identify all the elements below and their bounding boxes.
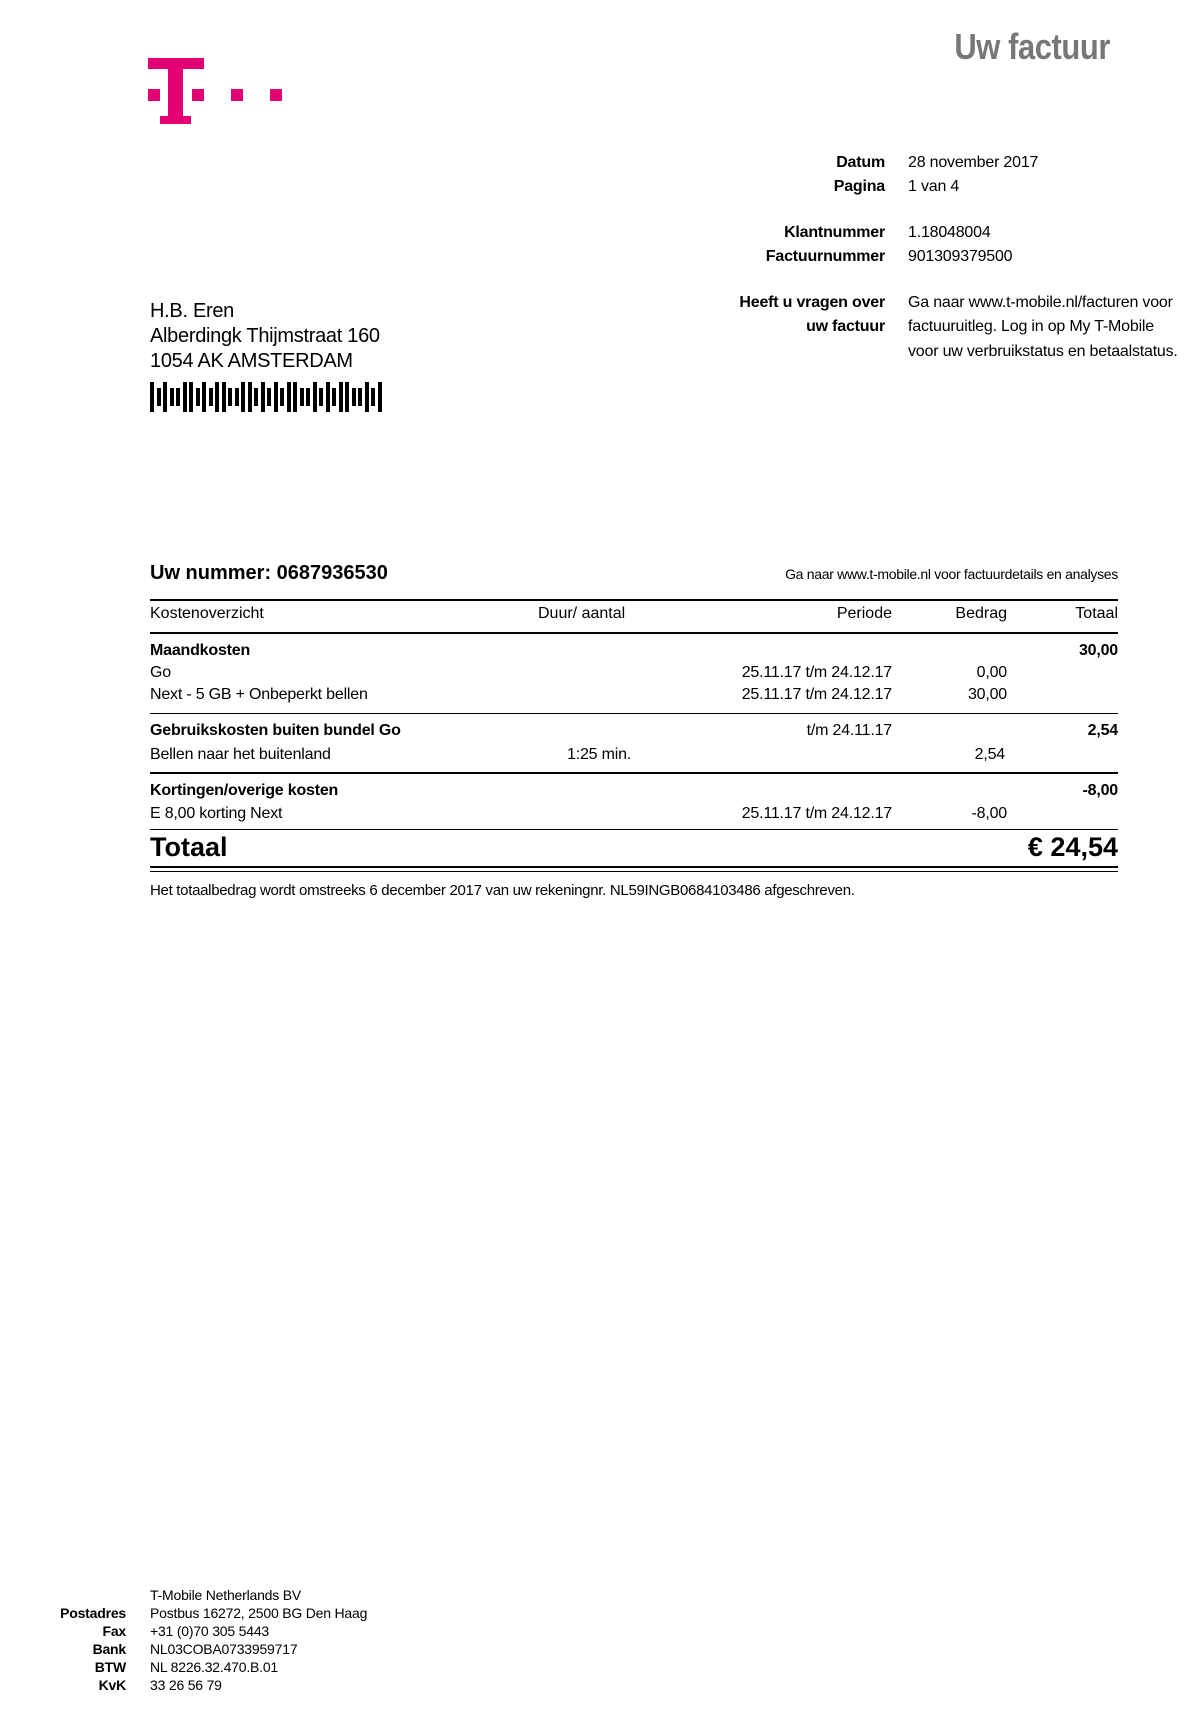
line-item-periode: 25.11.17 t/m 24.12.17	[741, 686, 892, 703]
footer-btw-label: BTW	[94, 1659, 126, 1675]
recipient-city: 1054 AK AMSTERDAM	[150, 350, 353, 372]
col-header-periode: Periode	[836, 605, 892, 622]
group-total-maandkosten: 30,00	[1078, 642, 1118, 659]
klantnummer-value: 1.18048004	[908, 224, 991, 241]
group-title-gebruikskosten: Gebruikskosten buiten bundel Go	[150, 722, 401, 739]
group-title-kortingen: Kortingen/overige kosten	[150, 782, 339, 799]
vragen-label-line2: uw factuur	[806, 318, 885, 335]
footer-fax-value: +31 (0)70 305 5443	[150, 1623, 270, 1639]
group-periode-gebruikskosten: t/m 24.11.17	[806, 722, 892, 739]
datum-value: 28 november 2017	[908, 154, 1039, 171]
line-item-periode: 25.11.17 t/m 24.12.17	[741, 664, 892, 681]
line-item-duur: 1:25 min.	[567, 746, 632, 763]
total-amount: € 24,54	[1027, 832, 1118, 862]
group-title-maandkosten: Maandkosten	[150, 642, 251, 659]
col-header-duur: Duur/ aantal	[538, 605, 626, 622]
datum-label: Datum	[836, 154, 885, 171]
pagina-label: Pagina	[833, 178, 885, 195]
payment-footnote: Het totaalbedrag wordt omstreeks 6 december 2017 van uw rekeningnr. NL59INGB0684103486 afgeschreven.	[150, 882, 855, 899]
klantnummer-label: Klantnummer	[784, 224, 885, 241]
footer-company: T-Mobile Netherlands BV	[150, 1587, 302, 1603]
factuurnummer-value: 901309379500	[908, 248, 1013, 265]
footer-kvk-value: 33 26 56 79	[150, 1677, 222, 1693]
telekom-t-logo-icon	[148, 58, 288, 128]
footer-fax-label: Fax	[102, 1623, 126, 1639]
group-divider	[150, 713, 1118, 714]
line-item-bedrag: 2,54	[974, 746, 1005, 763]
total-bottom-rule	[150, 866, 1118, 868]
col-header-bedrag: Bedrag	[955, 605, 1007, 622]
line-item-desc: Next - 5 GB + Onbeperkt bellen	[150, 686, 368, 703]
line-item-desc: Go	[150, 664, 171, 681]
total-label: Totaal	[150, 832, 228, 862]
factuurnummer-label: Factuurnummer	[765, 248, 885, 265]
footer-btw-value: NL 8226.32.470.B.01	[150, 1659, 279, 1675]
line-item-bedrag: 0,00	[976, 664, 1007, 681]
footer-postadres-value: Postbus 16272, 2500 BG Den Haag	[150, 1605, 368, 1621]
footer-kvk-label: KvK	[98, 1677, 126, 1693]
line-item-bedrag: -8,00	[971, 805, 1007, 822]
group-total-kortingen: -8,00	[1082, 782, 1118, 799]
total-bottom-rule-2	[150, 871, 1118, 872]
recipient-street: Alberdingk Thijmstraat 160	[150, 325, 380, 347]
group-total-gebruikskosten: 2,54	[1087, 722, 1118, 739]
recipient-name: H.B. Eren	[150, 300, 234, 322]
vragen-text-line3: voor uw verbruikstatus en betaalstatus.	[908, 343, 1178, 360]
total-top-rule	[150, 829, 1118, 830]
group-divider	[150, 772, 1118, 774]
line-item-desc: Bellen naar het buitenland	[150, 746, 331, 763]
footer-bank-label: Bank	[92, 1641, 126, 1657]
postal-barcode-icon	[150, 382, 384, 412]
footer-postadres-label: Postadres	[60, 1605, 126, 1621]
line-item-periode: 25.11.17 t/m 24.12.17	[741, 805, 892, 822]
pagina-value: 1 van 4	[908, 178, 960, 195]
vragen-label-line1: Heeft u vragen over	[739, 294, 885, 311]
details-note: Ga naar www.t-mobile.nl voor factuurdetails en analyses	[785, 566, 1118, 582]
phone-number-heading: Uw nummer: 0687936530	[150, 562, 388, 584]
col-header-kostenoverzicht: Kostenoverzicht	[150, 605, 264, 622]
footer-bank-value: NL03COBA0733959717	[150, 1641, 298, 1657]
vragen-text-line1: Ga naar www.t-mobile.nl/facturen voor	[908, 294, 1173, 311]
document-title: Uw factuur	[954, 26, 1110, 67]
line-item-desc: E 8,00 korting Next	[150, 805, 283, 822]
line-item-bedrag: 30,00	[967, 686, 1007, 703]
col-header-totaal: Totaal	[1075, 605, 1118, 622]
vragen-text-line2: factuuruitleg. Log in op My T-Mobile	[908, 318, 1154, 335]
table-top-rule	[150, 599, 1118, 601]
table-header-rule	[150, 632, 1118, 634]
